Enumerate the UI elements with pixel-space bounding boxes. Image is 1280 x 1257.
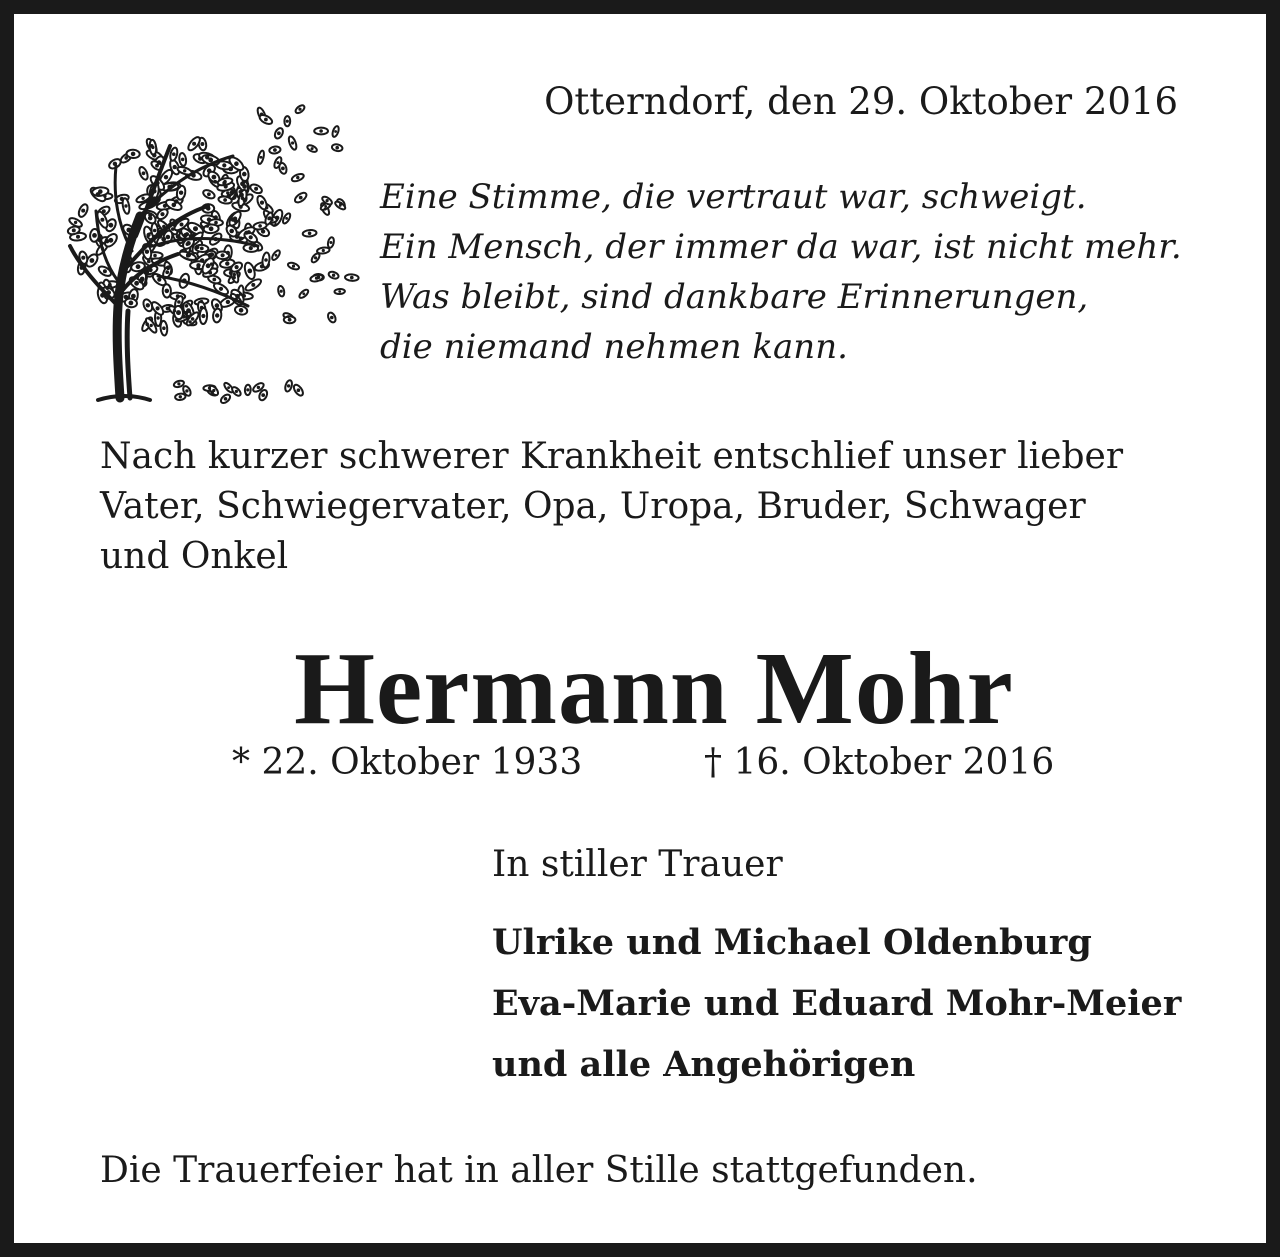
intro-text [100, 432, 1210, 582]
place-date: Otterndorf, den 29. Oktober 2016 [544, 80, 1178, 123]
poem-line: Was bleibt, sind dankbare Erinnerungen, [380, 277, 1089, 317]
mourner-entry: Eva-Marie und Eduard Mohr-Meier [492, 983, 1182, 1024]
poem-line: Eine Stimme, die vertraut war, schweigt. [380, 177, 1087, 217]
poem-line: Ein Mensch, der immer da war, ist nicht mehr. [380, 227, 1182, 267]
windblown-tree-icon [58, 86, 363, 406]
mourner-entry: und alle Angehörigen [492, 1044, 916, 1085]
intro-line: Vater, Schwiegervater, Opa, Uropa, Bruder, Schwager [100, 486, 1086, 527]
mourners-list [492, 912, 1181, 1095]
mourning-label: In stiller Trauer [492, 844, 783, 885]
poem [380, 172, 1182, 372]
deceased-name: Hermann Mohr [294, 631, 1014, 746]
poem-line: die niemand nehmen kann. [380, 327, 848, 367]
mourner-entry: Ulrike und Michael Oldenburg [492, 922, 1092, 963]
intro-line: Nach kurzer schwerer Krankheit entschlief unser lieber [100, 436, 1124, 477]
intro-line: und Onkel [100, 536, 289, 577]
birth-date: * 22. Oktober 1933 [232, 742, 583, 783]
closing-note: Die Trauerfeier hat in aller Stille stattgefunden. [100, 1150, 978, 1191]
death-date: † 16. Oktober 2016 [704, 742, 1055, 783]
